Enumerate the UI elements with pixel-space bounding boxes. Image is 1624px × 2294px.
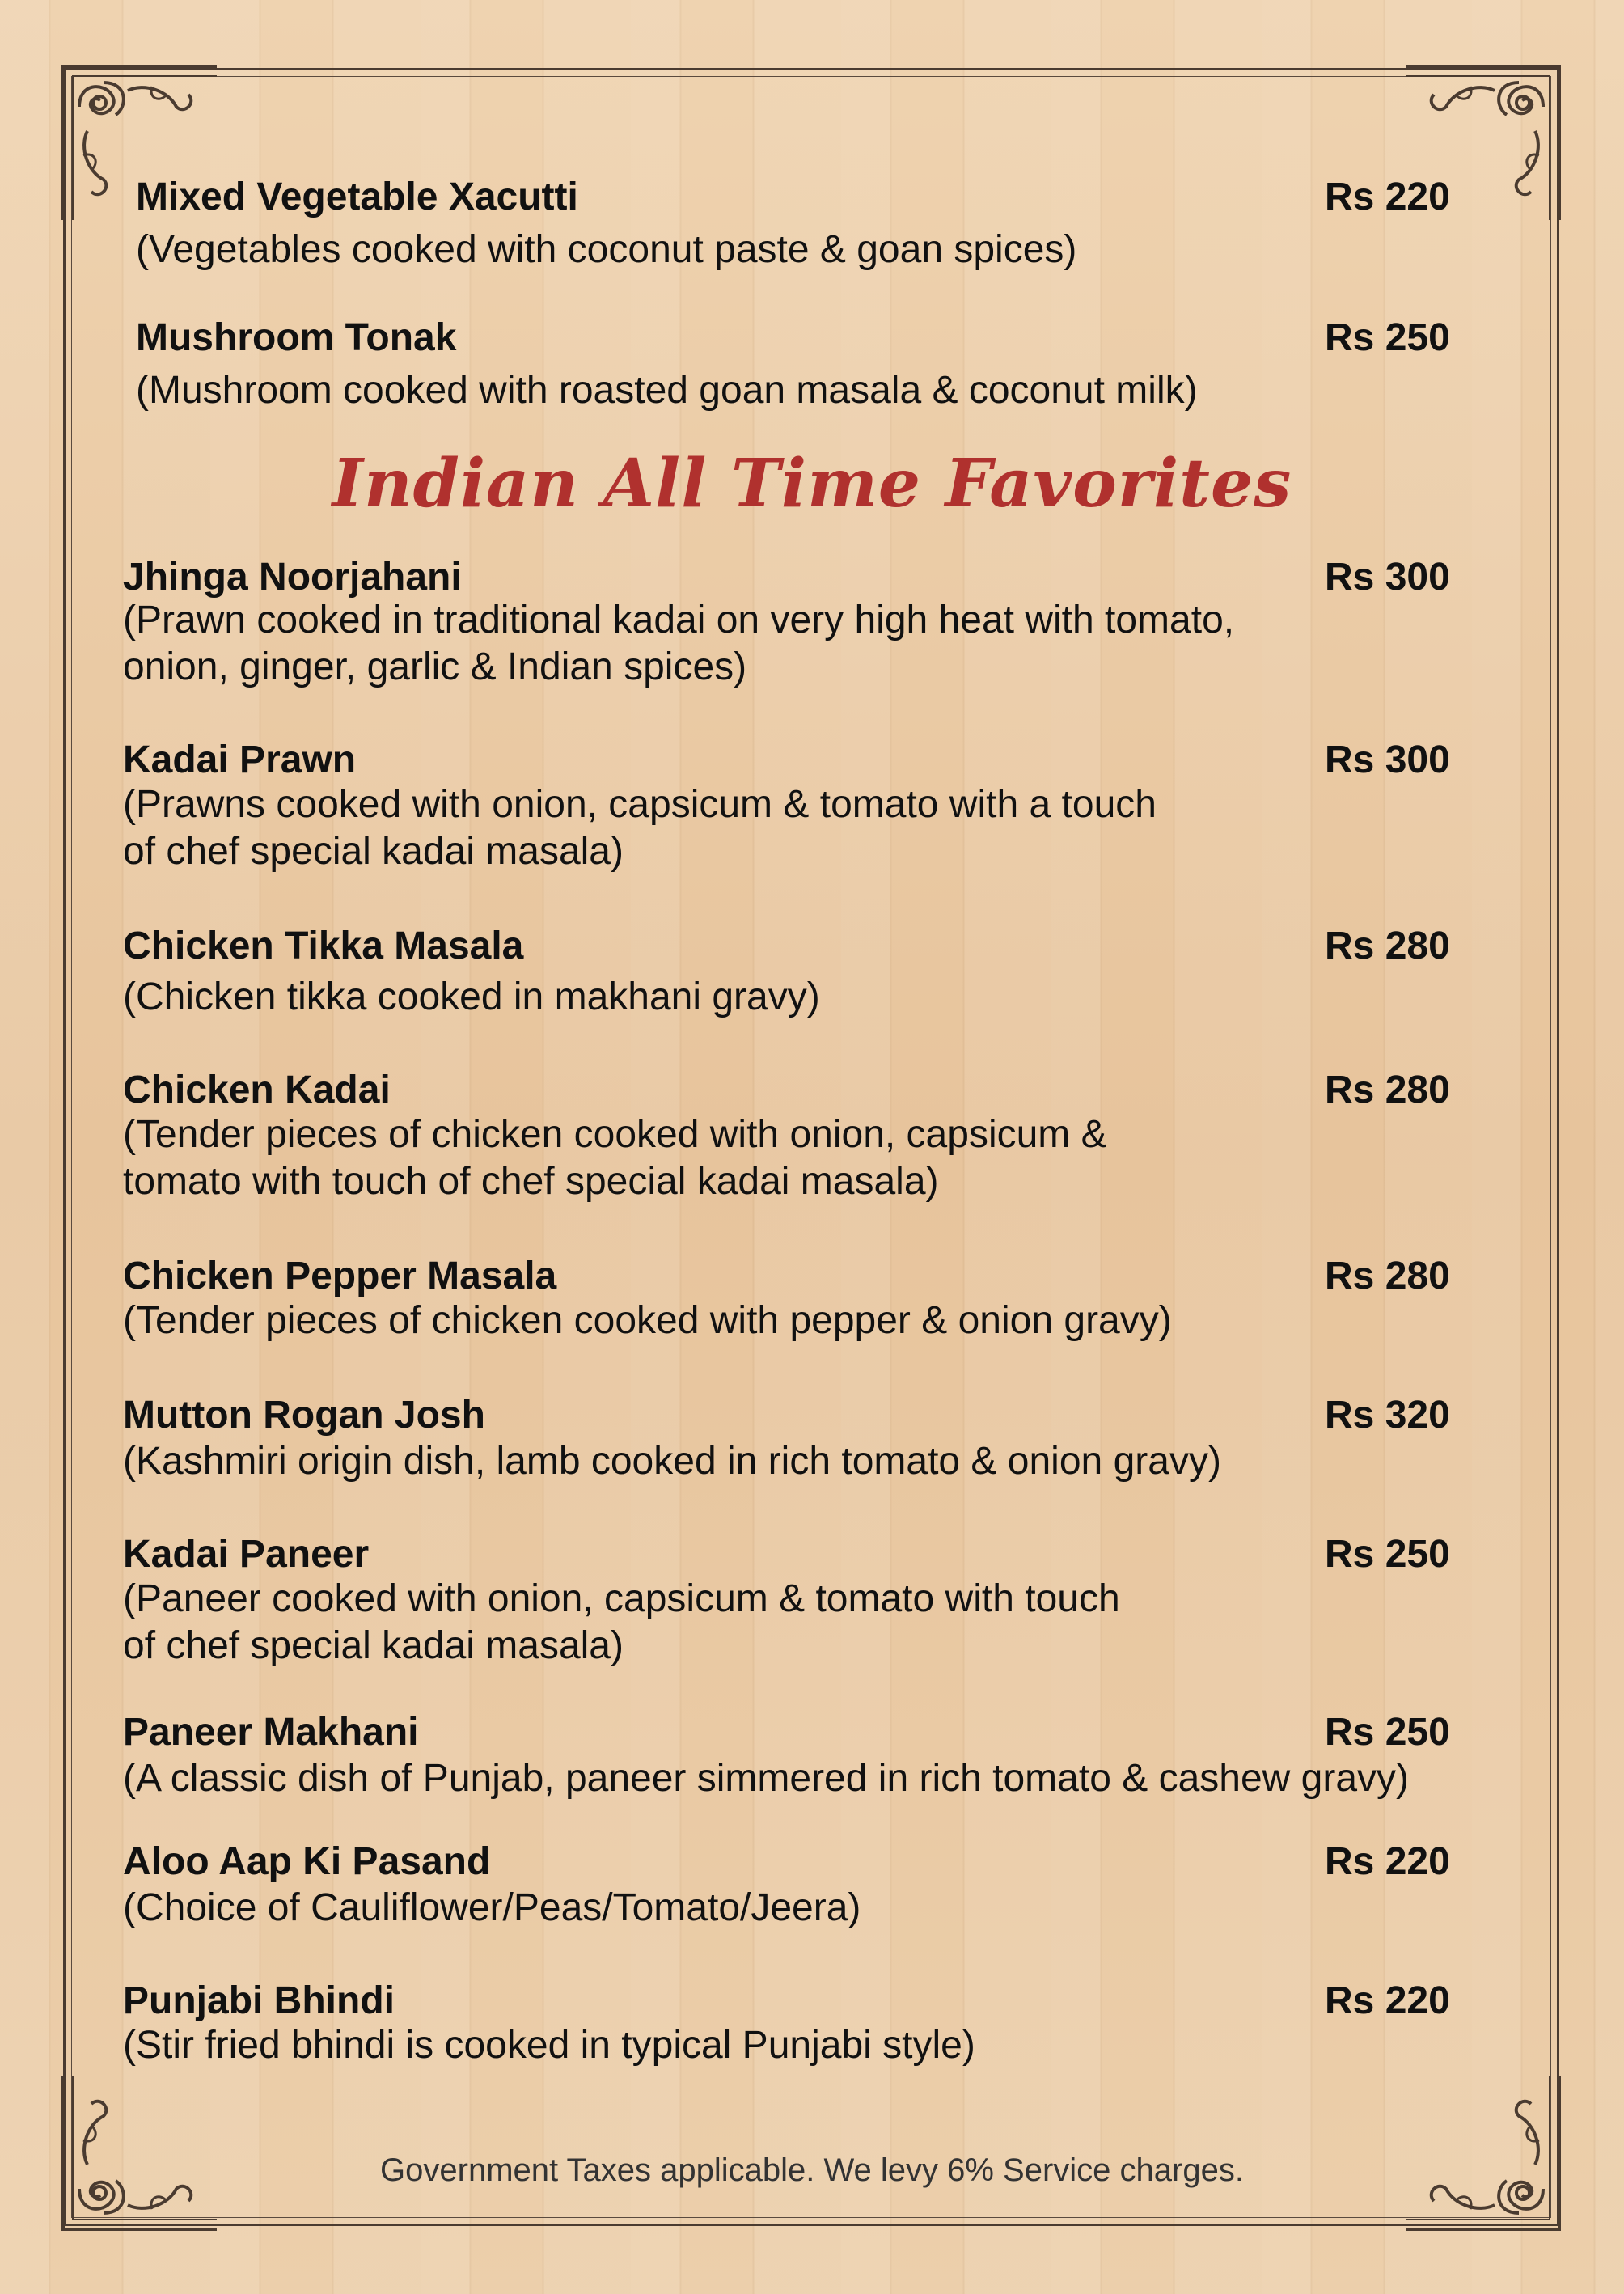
item-name: Jhinga Noorjahani [123,556,462,599]
item-price: Rs 250 [1325,316,1450,359]
item-description: (Mushroom cooked with roasted goan masala & coconut milk) [136,369,1198,412]
item-description: (Chicken tikka cooked in makhani gravy) [123,976,820,1018]
item-description: (Kashmiri origin dish, lamb cooked in rich tomato & onion gravy) [123,1440,1221,1483]
item-price: Rs 220 [1325,1979,1450,2022]
item-name: Chicken Tikka Masala [123,925,524,967]
item-name: Mixed Vegetable Xacutti [136,176,578,218]
item-name: Chicken Kadai [123,1069,391,1111]
item-name: Aloo Aap Ki Pasand [123,1840,491,1883]
item-name: Punjabi Bhindi [123,1979,395,2022]
item-name: Kadai Paneer [123,1533,370,1576]
item-name: Chicken Pepper Masala [123,1255,557,1297]
item-price: Rs 280 [1325,1255,1450,1297]
item-price: Rs 250 [1325,1711,1450,1754]
item-price: Rs 250 [1325,1533,1450,1576]
item-price: Rs 220 [1325,1840,1450,1883]
item-price: Rs 220 [1325,176,1450,218]
item-price: Rs 320 [1325,1394,1450,1437]
section-title: Indian All Time Favorites [332,445,1292,523]
item-price: Rs 300 [1325,556,1450,599]
item-price: Rs 300 [1325,739,1450,781]
item-name: Mutton Rogan Josh [123,1394,485,1437]
footer-note: Government Taxes applicable. We levy 6% Service charges. [380,2152,1244,2188]
item-description: (Paneer cooked with onion, capsicum & tomato with touch of chef special kadai masala) [123,1577,1120,1667]
item-name: Kadai Prawn [123,739,357,781]
item-description: (Tender pieces of chicken cooked with pepper & onion gravy) [123,1299,1172,1342]
item-description: (Vegetables cooked with coconut paste & goan spices) [136,228,1077,271]
item-price: Rs 280 [1325,925,1450,967]
item-description: (Tender pieces of chicken cooked with onion, capsicum & tomato with touch of chef special kadai masala) [123,1113,1107,1203]
item-description: (Choice of Cauliflower/Peas/Tomato/Jeera) [123,1886,861,1929]
item-name: Mushroom Tonak [136,316,457,359]
item-description: (Prawns cooked with onion, capsicum & tomato with a touch of chef special kadai masala) [123,783,1157,873]
item-description: (Prawn cooked in traditional kadai on very high heat with tomato, onion, ginger, garlic & Indian spices) [123,599,1235,688]
item-name: Paneer Makhani [123,1711,419,1754]
item-description: (Stir fried bhindi is cooked in typical Punjabi style) [123,2024,975,2067]
item-price: Rs 280 [1325,1069,1450,1111]
item-description: (A classic dish of Punjab, paneer simmered in rich tomato & cashew gravy) [123,1757,1410,1800]
